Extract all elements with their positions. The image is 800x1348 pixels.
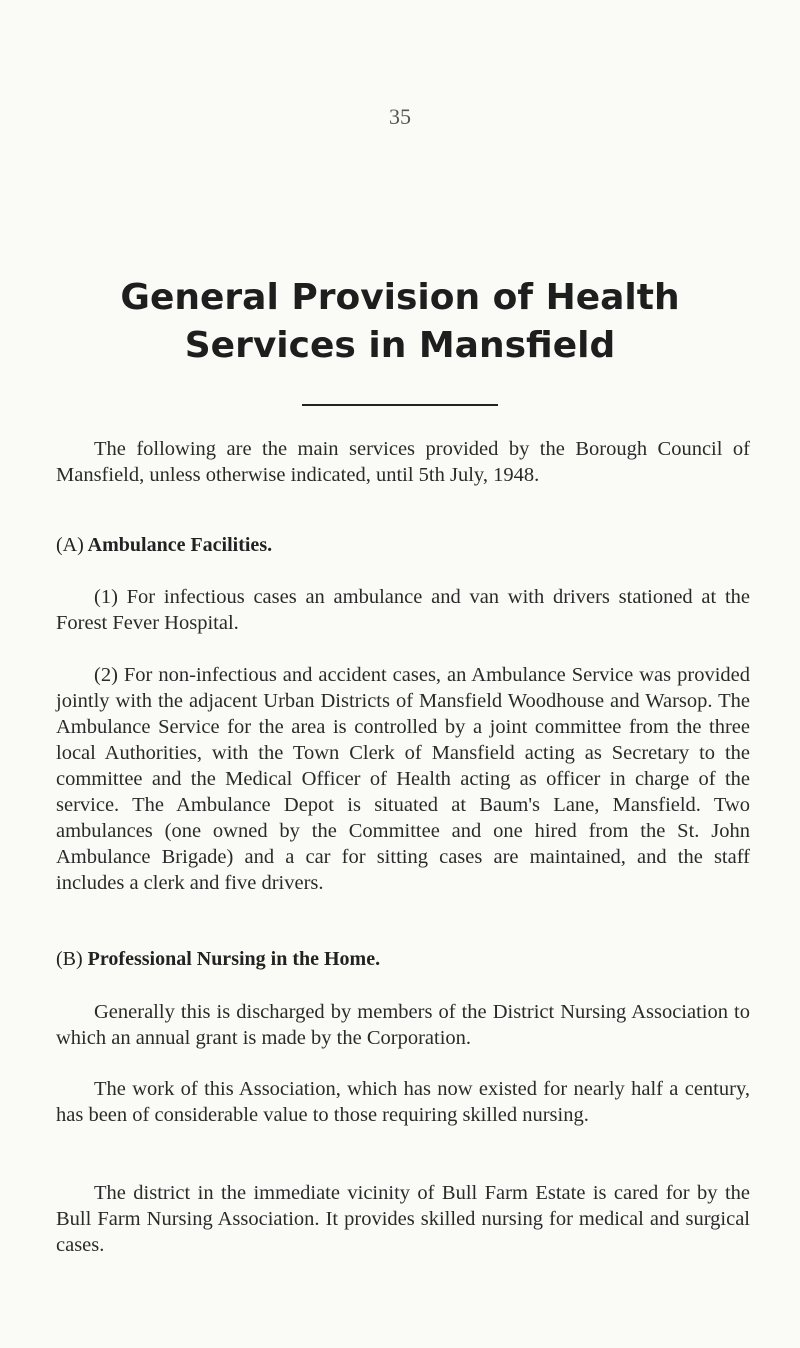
section-a-paragraph-2: (2) For non-infectious and accident cases, an Ambulance Service was provided jointly with the adjacent Urban Districts of Mansfield Woodhouse and Warsop. The Ambulance Service for the area is controlled by a joint committee from the three local Authorities, with the Town Clerk of Mansfield acting as Secretary to the committee and the Medical Officer of Health acting as officer in charge of the service. The Ambulance Depot is situated at Baum's Lane, Mansfield. Two ambulances (one owned by the Committee and one hired from the St. John Ambulance Brigade) and a car for sitting cases are maintained, and the staff includes a clerk and five drivers. — [56, 664, 750, 894]
section-a-heading — [56, 532, 272, 558]
section-b-paragraph-1: Generally this is discharged by members of the District Nursing Association to which an annual grant is made by the Corporation. — [56, 1001, 750, 1049]
section-a-title: Ambulance Facilities. — [87, 534, 273, 556]
section-b-heading — [56, 946, 380, 972]
section-a-letter: (A) — [56, 534, 84, 556]
section-b-title: Professional Nursing in the Home. — [87, 948, 381, 970]
section-a-paragraph-1: (1) For infectious cases an ambulance and van with drivers stationed at the Forest Fever Hospital. — [56, 586, 750, 634]
section-b-paragraph-2: The work of this Association, which has now existed for nearly half a century, has been of considerable value to those requiring skilled nursing. — [56, 1078, 750, 1126]
page-title-line-1: General Provision of Health — [120, 277, 680, 318]
page-title-line-2: Services in Mansfield — [184, 325, 616, 366]
page-title — [0, 274, 800, 370]
section-b-paragraph-3: The district in the immediate vicinity of Bull Farm Estate is cared for by the Bull Farm Nursing Association. It provides skilled nursing for medical and surgical cases. — [56, 1182, 750, 1256]
section-b-letter: (B) — [56, 948, 83, 970]
title-divider — [302, 404, 498, 406]
page-number: 35 — [389, 104, 411, 129]
intro-paragraph: The following are the main services provided by the Borough Council of Mansfield, unless otherwise indicated, until 5th July, 1948. — [56, 438, 750, 486]
